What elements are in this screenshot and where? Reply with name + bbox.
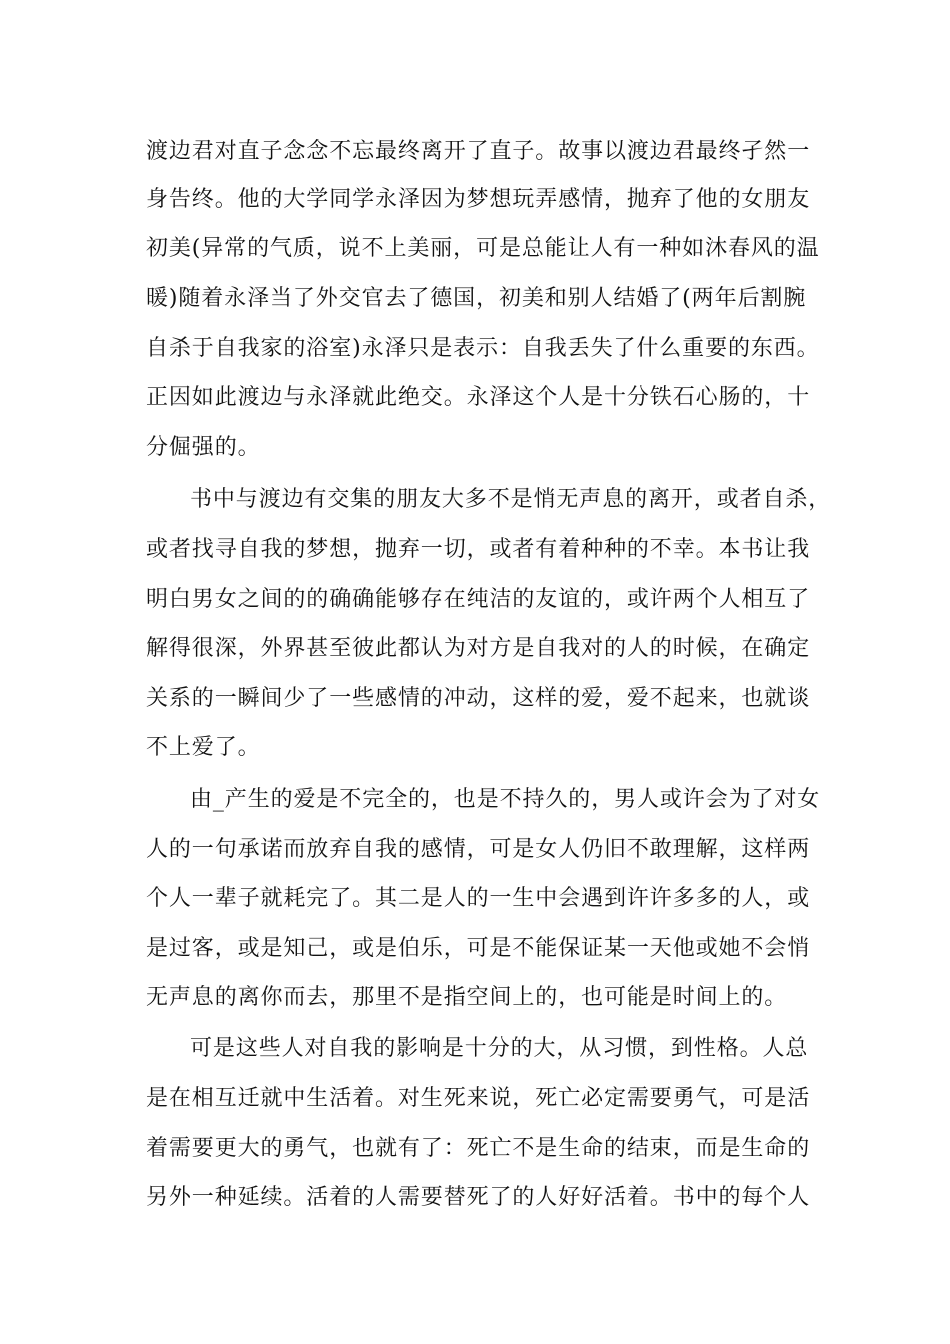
- paragraph-line: 渡边君对直子念念不忘最终离开了直子。故事以渡边君最终孑然一: [146, 139, 811, 164]
- paragraph-line: 明白男女之间的的确确能够存在纯洁的友谊的，或许两个人相互了: [146, 587, 811, 612]
- paragraph-line: 不上爱了。: [146, 735, 261, 760]
- paragraph-line: 人的一句承诺而放弃自我的感情，可是女人仍旧不敢理解，这样两: [146, 837, 811, 862]
- paragraph-line: 身告终。他的大学同学永泽因为梦想玩弄感情，抛弃了他的女朋友: [146, 187, 811, 212]
- paragraph-line: 或者找寻自我的梦想，抛弃一切，或者有着种种的不幸。本书让我: [146, 537, 811, 562]
- paragraph-line: 正因如此渡边与永泽就此绝交。永泽这个人是十分铁石心肠的，十: [146, 385, 811, 410]
- paragraph-line: 是在相互迁就中生活着。对生死来说，死亡必定需要勇气，可是活: [146, 1086, 811, 1111]
- paragraph-line: 暖)随着永泽当了外交官去了德国，初美和别人结婚了(两年后割腕: [146, 286, 807, 311]
- paragraph-line: 另外一种延续。活着的人需要替死了的人好好活着。书中的每个人: [146, 1185, 811, 1210]
- paragraph-line: 自杀于自我家的浴室)永泽只是表示：自我丢失了什么重要的东西。: [146, 336, 820, 361]
- paragraph-line: 由_产生的爱是不完全的，也是不持久的，男人或许会为了对女: [190, 787, 821, 812]
- paragraph-line: 着需要更大的勇气，也就有了：死亡不是生命的结束，而是生命的: [146, 1136, 811, 1161]
- paragraph-line: 个人一辈子就耗完了。其二是人的一生中会遇到许许多多的人，或: [146, 886, 811, 911]
- paragraph-line: 分倔强的。: [146, 435, 261, 460]
- paragraph-line: 解得很深，外界甚至彼此都认为对方是自我对的人的时候，在确定: [146, 636, 811, 661]
- paragraph-line: 无声息的离你而去，那里不是指空间上的，也可能是时间上的。: [146, 985, 788, 1010]
- paragraph-line: 初美(异常的气质，说不上美丽，可是总能让人有一种如沐春风的温: [146, 236, 820, 261]
- paragraph-line: 关系的一瞬间少了一些感情的冲动，这样的爱，爱不起来，也就谈: [146, 686, 811, 711]
- paragraph-line: 书中与渡边有交集的朋友大多不是悄无声息的离开，或者自杀，: [190, 487, 832, 512]
- paragraph-line: 是过客，或是知己，或是伯乐，可是不能保证某一天他或她不会悄: [146, 936, 811, 961]
- paragraph-line: 可是这些人对自我的影响是十分的大，从习惯，到性格。人总: [190, 1036, 809, 1061]
